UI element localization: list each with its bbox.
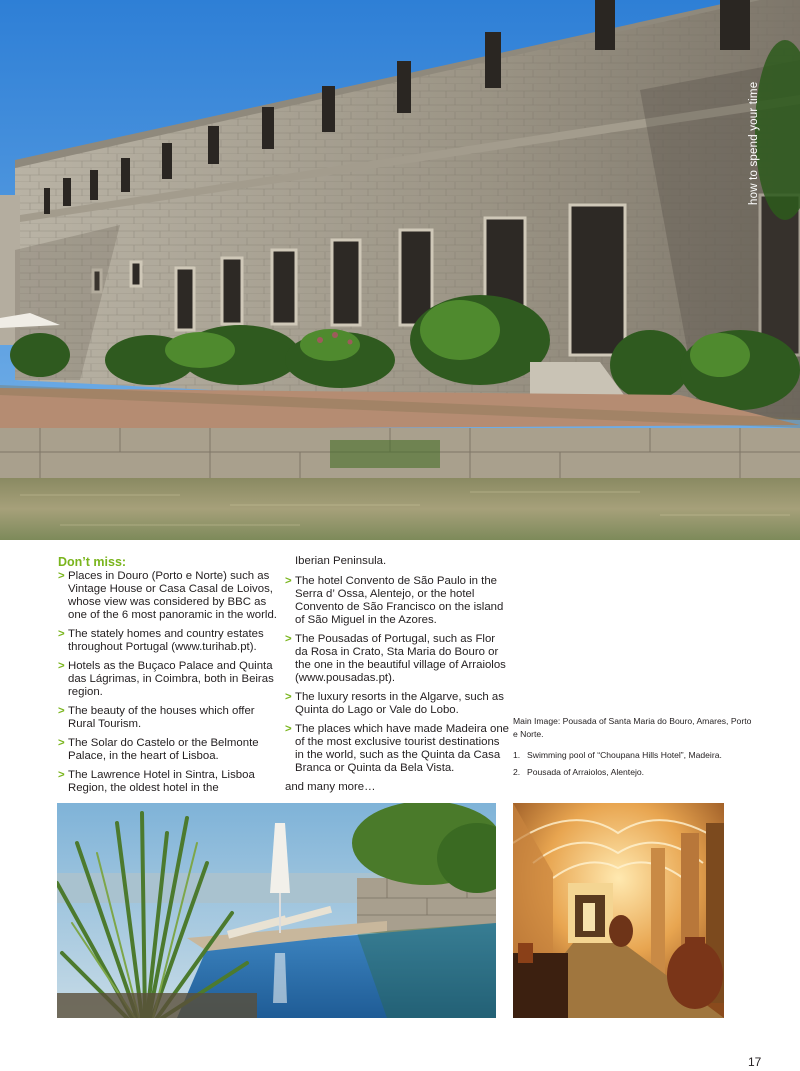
caption-list xyxy=(513,749,758,779)
bullet-marker: > xyxy=(285,575,292,587)
list-item-text: The Solar do Castelo or the Belmonte Palace, in the heart of Lisboa. xyxy=(68,737,259,762)
image-captions xyxy=(513,715,758,783)
dont-miss-list xyxy=(58,570,283,795)
list-item xyxy=(58,705,283,731)
bullet-marker: > xyxy=(58,628,65,640)
list-item-continuation: Iberian Peninsula. xyxy=(295,555,387,567)
closing-text: and many more… xyxy=(285,781,376,793)
caption-text: Pousada of Arraiolos, Alentejo. xyxy=(527,767,645,777)
list-item-text: The Pousadas of Portugal, such as Flor da Rosa in Crato, Sta Maria do Bouro or the one in the beautiful village of Arraiolos (www.pousadas.pt). xyxy=(295,633,506,684)
list-item xyxy=(58,660,283,699)
bullet-marker: > xyxy=(285,633,292,645)
text-column-1 xyxy=(58,555,283,801)
dont-miss-list-continued xyxy=(285,575,510,775)
caption-item xyxy=(513,766,758,779)
list-item xyxy=(285,633,510,685)
photo-swimming-pool xyxy=(57,803,496,1018)
bullet-marker: > xyxy=(58,705,65,717)
caption-item xyxy=(513,749,758,762)
pool-photo xyxy=(57,803,496,1018)
list-item-text: The hotel Convento de São Paulo in the Serra d’ Ossa, Alentejo, or the hotel Convento de São Francisco on the island of São Miguel in the Azores. xyxy=(295,575,504,626)
list-item-text: Hotels as the Buçaco Palace and Quinta das Lágrimas, in Coimbra, both in Beiras region. xyxy=(68,660,274,698)
bullet-marker: > xyxy=(285,723,292,735)
text-column-2 xyxy=(285,555,510,794)
list-item xyxy=(58,570,283,622)
list-item-text: The Lawrence Hotel in Sintra, Lisboa Region, the oldest hotel in the xyxy=(68,769,255,794)
caption-number: 1. xyxy=(513,750,521,760)
bullet-marker: > xyxy=(58,737,65,749)
list-item-text: The places which have made Madeira one of the most exclusive tourist destinations in the world, such as the Quinta da Casa Branca or Quinta da Bela Vista. xyxy=(295,723,510,774)
bullet-marker: > xyxy=(285,691,292,703)
page-number: 17 xyxy=(748,1055,762,1069)
dont-miss-heading: Don’t miss: xyxy=(58,555,127,569)
bullet-marker: > xyxy=(58,769,65,781)
main-image-caption: Main Image: Pousada of Santa Maria do Bouro, Amares, Porto e Norte. xyxy=(513,716,752,739)
side-tag-text: how to spend your time xyxy=(748,81,760,205)
list-item-text: The luxury resorts in the Algarve, such as Quinta do Lago or Vale do Lobo. xyxy=(295,691,504,716)
photo-arraiolos-corridor xyxy=(513,803,724,1018)
list-item xyxy=(58,769,283,795)
list-item xyxy=(58,628,283,654)
corridor-photo xyxy=(513,803,724,1018)
list-item xyxy=(58,737,283,763)
list-item xyxy=(285,575,510,627)
list-item xyxy=(285,691,510,717)
bullet-marker: > xyxy=(58,660,65,672)
caption-text: Swimming pool of “Choupana Hills Hotel”, Madeira. xyxy=(527,750,722,760)
list-item-text: The beauty of the houses which offer Rural Tourism. xyxy=(68,705,255,730)
bullet-marker: > xyxy=(58,570,65,582)
list-item-text: The stately homes and country estates throughout Portugal (www.turihab.pt). xyxy=(68,628,264,653)
list-item xyxy=(285,723,510,775)
caption-number: 2. xyxy=(513,767,521,777)
list-item-text: Places in Douro (Porto e Norte) such as Vintage House or Casa Casal de Loivos, whose view was considered by BBC as one of the 6 most panoramic in the world. xyxy=(68,570,277,621)
